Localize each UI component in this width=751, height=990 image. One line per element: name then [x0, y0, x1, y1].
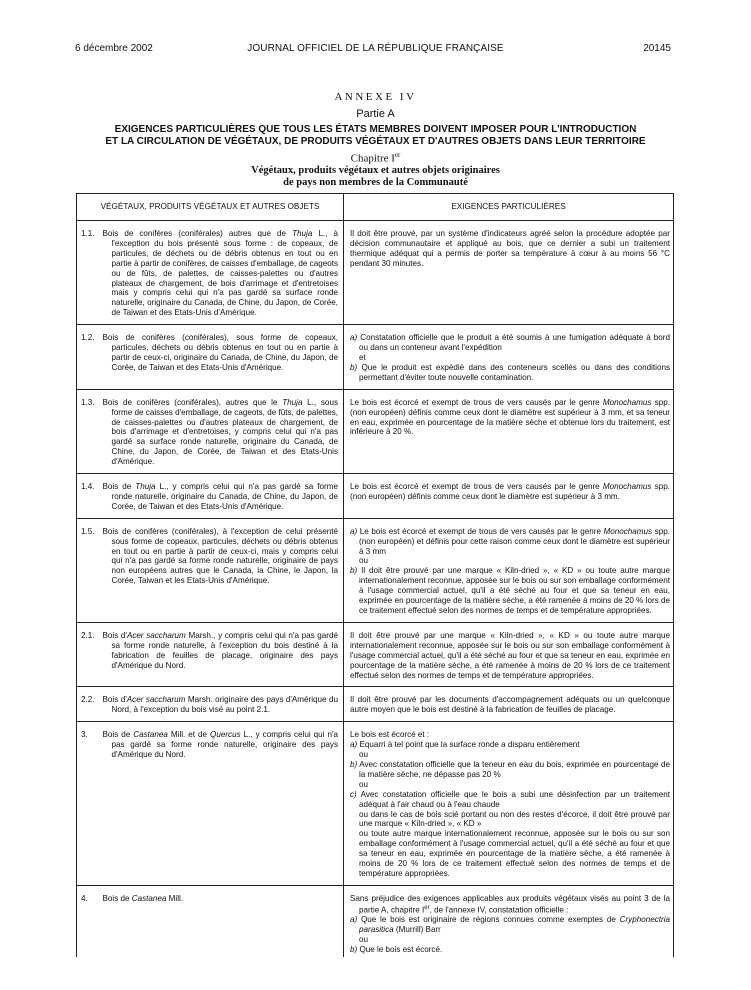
row-objects: [102, 389, 344, 473]
table-row: [77, 518, 674, 622]
requirement-intro: Le bois est écorcé et :: [350, 730, 430, 740]
text: Bois de conifères (coniférales), autres que le: [102, 397, 283, 407]
text: Mill. et de: [167, 730, 211, 740]
text: Marsh., y compris celui qui n'a pas gardé sa forme ronde naturelle, à l'exception du bois destiné à la fabrication de feuilles de placage, originaire des pays d'Amérique du Nord.: [111, 630, 338, 670]
document-title-line-2: ET LA CIRCULATION DE VÉGÉTAUX, DE PRODUITS VÉGÉTAUX ET D'AUTRES OBJETS DANS LEUR TERRITOIRE: [105, 136, 646, 147]
row-number: 1.3.: [77, 389, 108, 473]
header-date: 6 décembre 2002: [75, 43, 153, 54]
text: Bois de conifères (coniférales) autres que de: [102, 229, 293, 238]
chapter-subtitle-line-1: Végétaux, produits végétaux et autres objets originaires: [251, 165, 500, 176]
connector-et: et: [359, 352, 366, 362]
letter: b): [350, 362, 358, 372]
connector-ou: ou: [359, 556, 369, 566]
species-name: Monochamus: [602, 397, 652, 407]
requirement-c-part-2: ou dans le cas de bois scié portant ou non des restes d'écorce, il doit être prouvé par une marque « Kiln-dried », « KD »: [359, 809, 670, 829]
row-objects: [102, 474, 344, 519]
text: Bois d': [102, 630, 127, 640]
letter: c): [350, 789, 357, 799]
text: Sans préjudice des exigences applicables aux produits végétaux visés au point 3 de la partie A, chapitre I: [350, 893, 670, 915]
row-requirements: [344, 722, 674, 886]
requirement-a: [350, 915, 670, 935]
letter: a): [350, 915, 358, 925]
row-requirements: Il doit être prouvé, par un système d'indicateurs agréé selon la procédure adoptée par décision communautaire et appliqué au bois, que ce dernier a subi un traitement thermique adéquat qui a permis de porter sa température à cœur à au moins 56 °C pendant 30 minutes.: [344, 221, 674, 325]
connector-ou: ou: [359, 750, 369, 760]
text: L., sous forme de caisses d'emballage, de cageots, de fûts, de palettes, de caisses-palettes ou d'autres plateaux de chargement, de bois d'arrimage et d'entretoises, y compris celui qui n'a pas gardé sa surface ronde naturelle, originaire du Canada, de Chine, du Japon, de Corée, de Taiwan et des Etats-Unis d'Amérique.: [111, 397, 338, 467]
row-requirements: [344, 474, 674, 519]
text: Avec constatation officielle que le bois a subi une désinfection par un traitement adéquat à l'air chaud ou à l'eau chaude: [356, 789, 670, 809]
text: Le bois est écorcé et exempt de trous de vers causés par le genre: [350, 482, 603, 492]
text: Bois de: [102, 730, 134, 740]
row-requirements: [344, 325, 674, 390]
text: spp. (non européen) définis comme ceux dont le diamètre est supérieur à 3 mm.: [350, 482, 670, 501]
text: Constatation officielle que le produit a été soumis à une fumigation adéquate à bord ou dans un conteneur avant l'expédition: [357, 333, 670, 353]
row-objects: [102, 885, 344, 957]
text: Que le produit est expédié dans des conteneurs scellés ou dans des conditions permettant d'éviter toute nouvelle contamination.: [357, 362, 670, 382]
annexe-heading: ANNEXE IV: [334, 91, 417, 103]
table-row: [77, 325, 674, 390]
species-name: Thuja: [282, 397, 303, 407]
text: Mill.: [166, 893, 184, 903]
text: Bois de: [102, 893, 132, 903]
row-objects: [102, 687, 344, 722]
table-row: [77, 885, 674, 957]
row-number: 2.2.: [77, 687, 108, 722]
requirements-table: [76, 193, 674, 957]
column-header-requirements: EXIGENCES PARTICULIÈRES: [344, 194, 674, 221]
letter: a): [350, 526, 358, 536]
row-objects: Bois de conifères (coniférales), à l'exception de celui présenté sous forme de copeaux, particules, déchets ou débris obtenus en tout ou en partie à partir de ceux-ci, mais y compris celui qui n'a pas gardé sa forme ronde naturelle, originaire de pays non européens autres que le Canada, la Chine, le Japon, la Corée, Taiwan et les Etats-Unis d'Amérique.: [108, 518, 344, 622]
species-name: Acer saccharum: [126, 695, 186, 705]
text: Que le bois est originaire de régions connues comme exemptes de: [357, 915, 620, 925]
partie-heading: Partie A: [356, 108, 395, 120]
requirement-a: [350, 527, 670, 557]
text: spp. (non européen) et définis pour cette raison comme ceux dont le diamètre est supérieur à 3 mm: [359, 526, 670, 556]
document-title: [0, 124, 751, 148]
row-requirements: [344, 885, 674, 957]
column-header-objects: VÉGÉTAUX, PRODUITS VÉGÉTAUX ET AUTRES OBJETS: [77, 194, 344, 221]
letter: b): [350, 759, 358, 769]
row-number: 3.: [77, 722, 108, 886]
letter: b): [350, 566, 358, 576]
requirement-b: [350, 566, 670, 616]
letter: a): [350, 740, 358, 750]
requirement-intro: [350, 894, 670, 916]
row-objects: [102, 622, 344, 687]
requirement-a: [350, 333, 670, 353]
text: Equarri à tel point que la surface ronde a disparu entièrement: [357, 740, 580, 750]
species-name: Thuja: [135, 482, 156, 492]
row-number: 1.2.: [77, 325, 108, 390]
header-journal-title: JOURNAL OFFICIEL DE LA RÉPUBLIQUE FRANÇAISE: [247, 43, 504, 54]
species-name: Quercus: [210, 730, 241, 740]
text: spp. (non européen) définis comme ceux dont le diamètre est supérieur à 3 mm, et sa teneur en eau, exprimée en pourcentage de la matière sèche et obtenue lors du traitement, est inférieure à 20 %.: [350, 397, 670, 437]
table-row: [77, 687, 674, 722]
text: Bois de: [102, 482, 136, 492]
table-header-row: [77, 194, 674, 221]
letter: b): [350, 945, 358, 955]
species-name: Castanea: [131, 893, 167, 903]
row-requirements: Il doit être prouvé par une marque « Kiln-dried », « KD » ou toute autre marque internationalement reconnue, apposée sur le bois ou sur son emballage conformément à l'usage commercial actuel, qu'il a été séché au four et que sa teneur en eau, exprimée en pourcentage de la matière sèche, a été ramenée à moins de 20 % lors de ce traitement effectué selon des normes de temps et de température appropriées.: [344, 622, 674, 687]
row-number: 2.1.: [77, 622, 108, 687]
text: Le bois est écorcé et exempt de trous de vers causés par le genre: [350, 397, 603, 407]
row-requirements: [344, 518, 674, 622]
text: (Murrill) Barr: [393, 925, 441, 935]
table-row: [77, 722, 674, 886]
table-row: [77, 622, 674, 687]
requirement-b: [350, 945, 670, 955]
connector-ou: ou: [359, 779, 369, 789]
text: L., y compris celui qui n'a pas gardé sa forme ronde naturelle, originaire des pays d'Amérique du Nord.: [111, 730, 338, 760]
requirement-c-part-3: ou toute autre marque internationalement reconnue, apposée sur le bois ou sur son emballage conformément à l'usage commercial actuel, qu'il a été séché au four et que sa teneur en eau, exprimée en pourcentage de la matière sèche, a été ramenée à moins de 20 % lors de ce traitement effectué selon des normes de temps et de température appropriées.: [359, 829, 670, 878]
table-row: [77, 221, 674, 325]
row-objects: Bois de conifères (coniférales), sous forme de copeaux, particules, déchets ou débris obtenus en tout ou en partie à partir de ceux-ci, originaire du Canada, de Chine, du Japon, de Corée, de Taiwan et des Etats-Unis d'Amérique.: [108, 325, 344, 390]
row-number: 1.4.: [77, 474, 108, 519]
text: Marsh. originaire des pays d'Amérique du Nord, à l'exception du bois visé au point 2.1.: [111, 695, 338, 715]
chapter-sup: er: [394, 151, 401, 159]
text: Bois d': [102, 695, 127, 705]
letter: a): [350, 333, 358, 343]
text: , de l'annexe IV, constatation officielle :: [429, 905, 569, 915]
header-page-number: 20145: [643, 43, 671, 54]
text: L., à l'exception du bois présenté sous forme : de copeaux, de particules, de déchets ou de débris obtenus en tout ou en partie à partir de conifères, de caisses d'emballage, de cageots ou de fûts, de palettes, de caisses-palettes ou d'autres plateaux de chargement, de bois d'arrimage et d'entretoises mais y compris celui qui n'a pas gardé sa surface ronde naturelle, originaire du Canada, de Chine, du Japon, de Corée, de Taiwan et des Etats-Unis d'Amérique.: [111, 229, 339, 318]
text: Que le bois est écorcé.: [357, 945, 443, 955]
requirement-c: [350, 790, 670, 810]
species-name: Cryphonectria parasitica: [359, 915, 670, 935]
text: L., y compris celui qui n'a pas gardé sa forme ronde naturelle, originaire du Canada, de Chine, du Japon, de Corée, de Taiwan et des Etats-Unis d'Amérique.: [111, 482, 338, 511]
requirement-b: [350, 760, 670, 780]
species-name: Acer saccharum: [126, 630, 186, 640]
table-row: [77, 474, 674, 519]
text: Avec constatation officielle que la teneur en eau du bois, exprimée en pourcentage de la matière sèche, ne dépasse pas 20 %: [357, 759, 670, 779]
chapter-label: Chapitre I: [350, 152, 395, 165]
chapter-subtitle-line-2: de pays non membres de la Communauté: [283, 177, 468, 188]
species-name: Monochamus: [603, 526, 653, 536]
row-number: 4.: [77, 885, 108, 957]
row-requirements: Il doit être prouvé par les documents d'accompagnement adéquats ou un quelconque autre moyen que le bois est destiné à la fabrication de feuilles de placage.: [344, 687, 674, 722]
row-number: 1.1.: [77, 221, 108, 325]
chapter-subtitle: [0, 165, 751, 189]
requirement-a: [350, 740, 670, 750]
requirement-b: [350, 363, 670, 383]
row-objects: [102, 221, 344, 325]
sup: er: [424, 904, 430, 911]
table-row: [77, 389, 674, 473]
text: Il doit être prouvé par une marque « Kiln-dried », « KD » ou toute autre marque internationalement reconnue, apposée sur le bois ou sur son emballage conformément à l'usage commercial actuel, qu'il a été séché au four et que sa teneur en eau, exprimée en pourcentage de la matière sèche, a été ramenée à moins de 20 % lors de ce traitement effectué selon des normes de temps et de température appropriées.: [357, 566, 670, 615]
row-requirements: [344, 389, 674, 473]
row-number: 1.5.: [77, 518, 108, 622]
document-title-line-1: EXIGENCES PARTICULIÈRES QUE TOUS LES ÉTATS MEMBRES DOIVENT IMPOSER POUR L'INTRODUCTION: [114, 124, 637, 135]
species-name: Castanea: [133, 730, 168, 740]
connector-ou: ou: [359, 935, 369, 945]
text: Le bois est écorcé et exempt de trous de vers causés par le genre: [357, 526, 604, 536]
species-name: Thuja: [292, 229, 313, 238]
row-objects: [102, 722, 344, 886]
chapter-heading: [0, 151, 751, 165]
species-name: Monochamus: [602, 482, 652, 492]
